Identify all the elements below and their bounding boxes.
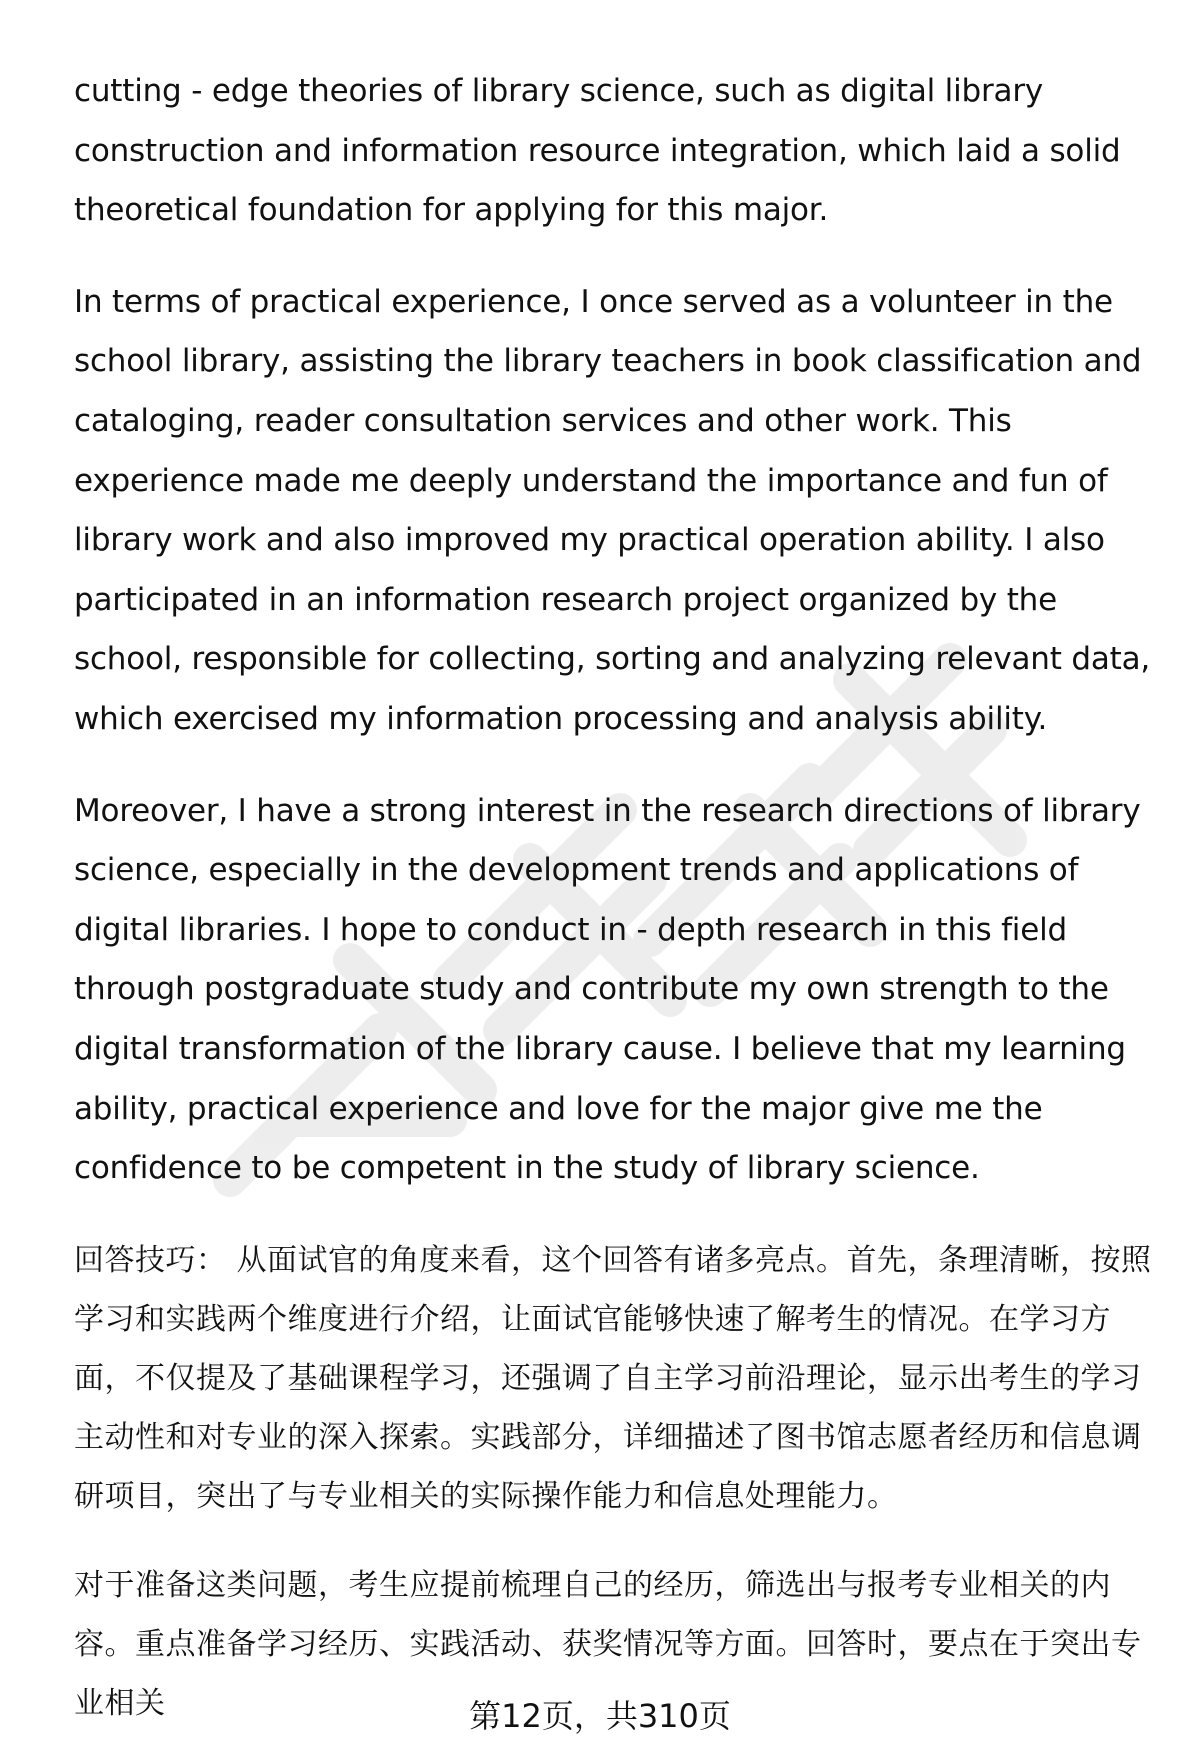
document-body: [74, 62, 1159, 1763]
paragraph-answer-tips: 回答技巧： 从面试官的角度来看，这个回答有诸多亮点。首先，条理清晰，按照学习和实践两个维度进行介绍，让面试官能够快速了解考生的情况。在学习方面，不仅提及了基础课程学习，还强调了自主学习前沿理论，显示出考生的学习主动性和对专业的深入探索。实践部分，详细描述了图书馆志愿者经历和信息调研项目，突出了与专业相关的实际操作能力和信息处理能力。: [74, 1242, 1152, 1514]
paragraph-study-summary: cutting - edge theories of library science, such as digital library construction and information resource integration, which laid a solid theoretical foundation for applying for this major.: [74, 73, 1121, 229]
paragraph-research-interest: Moreover, I have a strong interest in the research directions of library science, especially in the development trends and applications of digital libraries. I hope to conduct in - depth research in this field through postgraduate study and contribute my own strength to the digital transformation of the library cause. I believe that my learning ability, practical experience and love for the major give me the confidence to be competent in the study of library science.: [74, 792, 1141, 1187]
paragraph-preparation-advice: 对于准备这类问题，考生应提前梳理自己的经历，筛选出与报考专业相关的内容。重点准备学习经历、实践活动、获奖情况等方面。回答时，要点在于突出专业相关: [74, 1567, 1142, 1721]
page-footer-number: 第12页，共310页: [469, 1697, 731, 1735]
paragraph-practical-experience: In terms of practical experience, I once served as a volunteer in the school library, assisting the library teachers in book classification and cataloging, reader consultation services and other work. This experience made me deeply understand the importance and fun of library work and also improved my practical operation ability. I also participated in an information research project organized by the school, responsible for collecting, sorting and analyzing relevant data, which exercised my information processing and analysis ability.: [74, 283, 1151, 737]
